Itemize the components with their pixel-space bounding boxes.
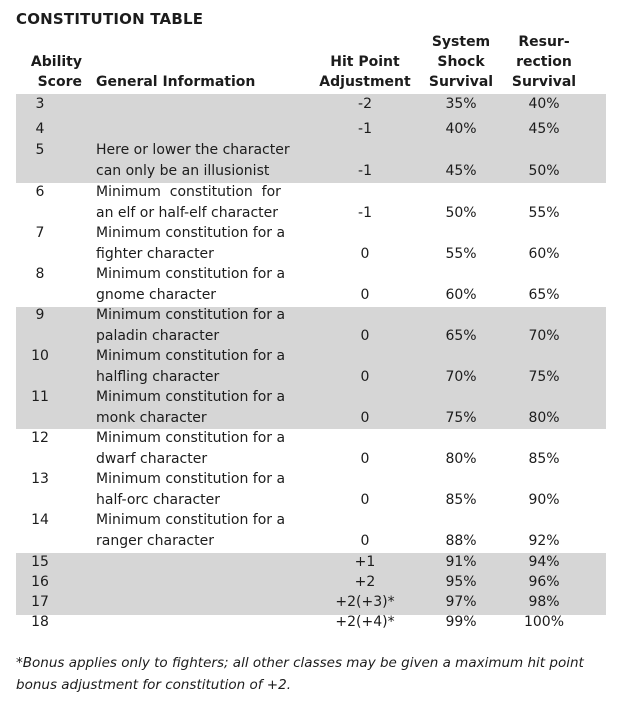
- table-row: [0, 305, 625, 347]
- table-row: [0, 119, 625, 139]
- ability-score: 10: [31, 348, 49, 364]
- header-info-line: General Information: [96, 74, 256, 90]
- general-information: [96, 140, 324, 181]
- ability-score: 14: [31, 512, 49, 528]
- info-line: Here or lower the character: [96, 142, 290, 158]
- system-shock-survival: 60%: [445, 287, 477, 303]
- ability-score: 5: [35, 142, 45, 158]
- info-line: halfling character: [96, 368, 220, 385]
- header-shock-line: Shock: [437, 54, 485, 70]
- resurrection-survival: 100%: [523, 614, 565, 630]
- header-hit-point-adjustment: [314, 52, 416, 92]
- system-shock-survival: 85%: [445, 492, 477, 508]
- resurrection-survival: 50%: [528, 163, 560, 179]
- ability-score: 4: [35, 121, 45, 137]
- hit-point-adjustment: +2(+4)*: [335, 614, 395, 630]
- hit-point-adjustment: +2(+3)*: [335, 594, 395, 610]
- header-hp-line: Adjustment: [319, 74, 411, 90]
- header-ability-score: [14, 52, 82, 92]
- resurrection-survival: 98%: [528, 594, 560, 610]
- table-row: [0, 428, 625, 470]
- system-shock-survival: 50%: [445, 205, 477, 221]
- header-shock-line: System: [431, 34, 491, 50]
- resurrection-survival: 65%: [528, 287, 560, 303]
- info-line: monk character: [96, 409, 207, 426]
- system-shock-survival: 80%: [445, 451, 477, 467]
- system-shock-survival: 65%: [445, 328, 477, 344]
- info-line: Minimum constitution for a: [96, 348, 286, 364]
- system-shock-survival: 45%: [445, 163, 477, 179]
- general-information: [96, 469, 324, 510]
- table-row: [0, 510, 625, 552]
- resurrection-survival: 70%: [528, 328, 560, 344]
- header-score-line: Ability: [30, 54, 82, 70]
- header-shock-line: Survival: [428, 74, 494, 90]
- table-row: [0, 469, 625, 511]
- hit-point-adjustment: 0: [360, 492, 370, 508]
- info-line: fighter character: [96, 245, 214, 262]
- hit-point-adjustment: 0: [360, 533, 370, 549]
- table-row: [0, 182, 625, 224]
- general-information: [96, 510, 324, 551]
- info-line: Minimum constitution for a: [96, 512, 286, 528]
- general-information: [96, 182, 324, 223]
- table-row: [0, 387, 625, 429]
- table-row: [0, 552, 625, 572]
- ability-score: 16: [31, 574, 49, 590]
- system-shock-survival: 75%: [445, 410, 477, 426]
- info-line: can only be an illusionist: [96, 162, 270, 179]
- hit-point-adjustment: -1: [358, 163, 372, 179]
- resurrection-survival: 60%: [528, 246, 560, 262]
- header-res-line: Resur-: [518, 34, 570, 50]
- general-information: [96, 346, 324, 387]
- hit-point-adjustment: 0: [360, 369, 370, 385]
- general-information: [96, 428, 324, 469]
- resurrection-survival: 80%: [528, 410, 560, 426]
- table-row: [0, 612, 625, 632]
- system-shock-survival: 91%: [445, 554, 477, 570]
- table-row: [0, 592, 625, 612]
- hit-point-adjustment: 0: [360, 328, 370, 344]
- info-line: Minimum constitution for a: [96, 266, 286, 282]
- hit-point-adjustment: -2: [358, 96, 372, 112]
- info-line: Minimum constitution for a: [96, 225, 286, 241]
- header-res-line: rection: [516, 54, 572, 70]
- hit-point-adjustment: +1: [354, 554, 376, 570]
- system-shock-survival: 35%: [445, 96, 477, 112]
- system-shock-survival: 88%: [445, 533, 477, 549]
- resurrection-survival: 94%: [528, 554, 560, 570]
- system-shock-survival: 55%: [445, 246, 477, 262]
- ability-score: 6: [35, 184, 45, 200]
- system-shock-survival: 97%: [445, 594, 477, 610]
- table-footnote: *Bonus applies only to fighters; all other classes may be given a maximum hit point bonus adjustment for constitution of +2.: [16, 655, 584, 693]
- ability-score: 18: [31, 614, 49, 630]
- info-line: gnome character: [96, 286, 217, 303]
- header-general-information: [96, 72, 255, 92]
- header-resurrection-survival: [504, 32, 584, 92]
- table-row: [0, 140, 625, 182]
- header-score-line: Score: [37, 74, 82, 90]
- ability-score: 3: [35, 96, 45, 112]
- info-line: ranger character: [96, 532, 214, 549]
- info-line: Minimum constitution for: [96, 184, 281, 200]
- resurrection-survival: 96%: [528, 574, 560, 590]
- ability-score: 9: [35, 307, 45, 323]
- table-row: [0, 94, 625, 114]
- general-information: [96, 305, 324, 346]
- ability-score: 8: [35, 266, 45, 282]
- resurrection-survival: 40%: [528, 96, 560, 112]
- general-information: [96, 387, 324, 428]
- table-row: [0, 572, 625, 592]
- system-shock-survival: 40%: [445, 121, 477, 137]
- hit-point-adjustment: 0: [360, 287, 370, 303]
- resurrection-survival: 55%: [528, 205, 560, 221]
- hit-point-adjustment: 0: [360, 451, 370, 467]
- ability-score: 15: [31, 554, 49, 570]
- resurrection-survival: 92%: [528, 533, 560, 549]
- ability-score: 11: [31, 389, 49, 405]
- resurrection-survival: 75%: [528, 369, 560, 385]
- general-information: [96, 223, 324, 264]
- header-system-shock: [424, 32, 498, 92]
- info-line: half-orc character: [96, 491, 221, 508]
- hit-point-adjustment: 0: [360, 246, 370, 262]
- system-shock-survival: 95%: [445, 574, 477, 590]
- info-line: Minimum constitution for a: [96, 307, 286, 323]
- ability-score: 12: [31, 430, 49, 446]
- ability-score: 17: [31, 594, 49, 610]
- resurrection-survival: 45%: [528, 121, 560, 137]
- info-line: Minimum constitution for a: [96, 389, 286, 405]
- info-line: an elf or half-elf character: [96, 204, 279, 221]
- info-line: Minimum constitution for a: [96, 471, 286, 487]
- system-shock-survival: 70%: [445, 369, 477, 385]
- hit-point-adjustment: 0: [360, 410, 370, 426]
- table-title: CONSTITUTION TABLE: [16, 10, 204, 28]
- system-shock-survival: 99%: [445, 614, 477, 630]
- hit-point-adjustment: -1: [358, 205, 372, 221]
- header-hp-line: Hit Point: [330, 54, 400, 70]
- info-line: paladin character: [96, 327, 220, 344]
- hit-point-adjustment: -1: [358, 121, 372, 137]
- table-row: [0, 346, 625, 388]
- header-res-line: Survival: [511, 74, 577, 90]
- info-line: Minimum constitution for a: [96, 430, 286, 446]
- general-information: [96, 264, 324, 305]
- ability-score: 7: [35, 225, 45, 241]
- ability-score: 13: [31, 471, 49, 487]
- info-line: dwarf character: [96, 450, 208, 467]
- hit-point-adjustment: +2: [354, 574, 376, 590]
- table-row: [0, 264, 625, 306]
- resurrection-survival: 85%: [528, 451, 560, 467]
- table-row: [0, 223, 625, 265]
- resurrection-survival: 90%: [528, 492, 560, 508]
